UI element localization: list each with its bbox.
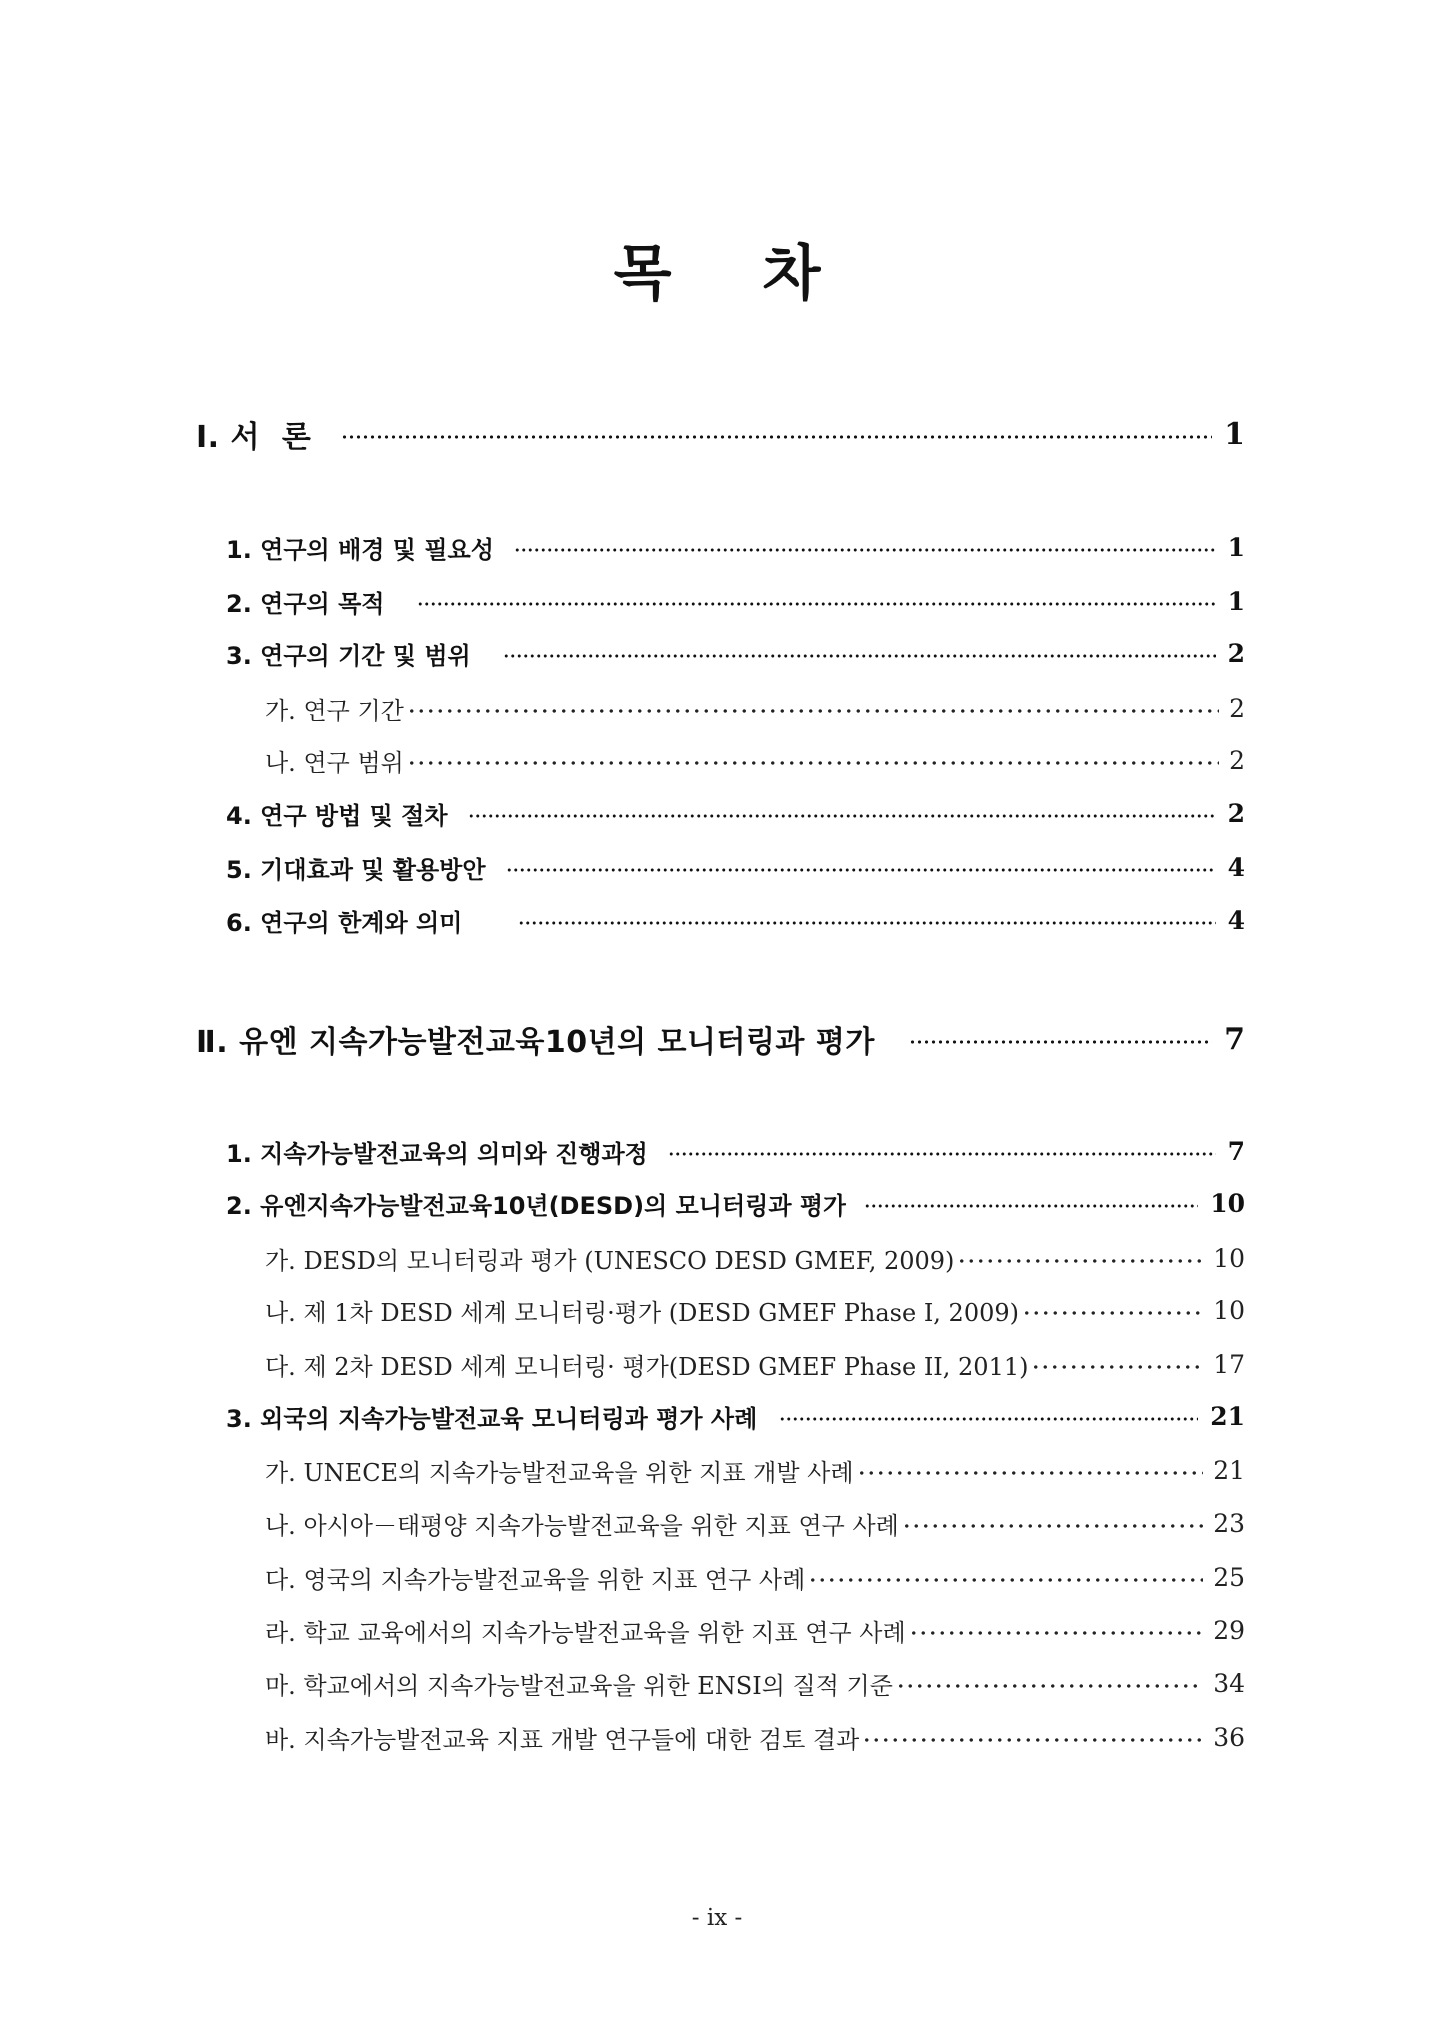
dot-leader (417, 601, 1215, 607)
toc-section-title: 2. 연구의 목적 (226, 589, 385, 618)
toc-page-number: 10 (1213, 1243, 1245, 1273)
toc-section-entry[interactable] (226, 1176, 1245, 1230)
toc-subsection-title: 바. 지속가능발전교육 지표 개발 연구들에 대한 검토 결과 (265, 1725, 860, 1754)
toc-section-title: 2. 유엔지속가능발전교육10년(DESD)의 모니터링과 평가 (226, 1191, 847, 1220)
toc-section-title: 1. 지속가능발전교육의 의미와 진행과정 (226, 1139, 648, 1168)
dot-leader (1031, 1364, 1203, 1370)
dot-leader (514, 547, 1216, 553)
toc-subsection-title: 나. 아시아－태평양 지속가능발전교육을 위한 지표 연구 사례 (265, 1511, 899, 1540)
dot-leader (957, 1258, 1203, 1264)
toc-chapter-entry[interactable] (196, 407, 1245, 461)
toc-subsection-title: 라. 학교 교육에서의 지속가능발전교육을 위한 지표 연구 사례 (265, 1618, 906, 1647)
dot-leader (518, 920, 1215, 926)
toc-page-number: 25 (1213, 1562, 1245, 1592)
toc-section-entry[interactable] (226, 626, 1245, 680)
dot-leader (668, 1151, 1216, 1157)
toc-page-number: 2 (1227, 638, 1245, 668)
toc-page-number: 7 (1224, 1021, 1245, 1057)
toc-subsection-title: 가. 연구 기간 (265, 696, 404, 725)
toc-page-number: 2 (1229, 745, 1245, 775)
dot-leader (407, 708, 1219, 714)
toc-section-title: 1. 연구의 배경 및 필요성 (226, 535, 494, 564)
toc-page-number: 36 (1213, 1722, 1245, 1752)
toc-section-entry[interactable] (226, 1124, 1245, 1178)
toc-subsection-entry[interactable] (265, 1710, 1245, 1764)
dot-leader (503, 653, 1216, 659)
toc-section-entry[interactable] (226, 574, 1245, 628)
toc-page-number: 17 (1213, 1349, 1245, 1379)
toc-section-entry[interactable] (226, 520, 1245, 574)
toc-page-number: 1 (1224, 416, 1245, 452)
toc-subsection-entry[interactable] (265, 1337, 1245, 1391)
toc-subsection-title: 다. 제 2차 DESD 세계 모니터링· 평가(DESD GMEF Phase II, 2011) (265, 1352, 1029, 1381)
toc-page-number: 34 (1213, 1668, 1245, 1698)
dot-leader (896, 1683, 1203, 1689)
toc-page-number: 2 (1227, 798, 1245, 828)
toc-subsection-title: 가. DESD의 모니터링과 평가 (UNESCO DESD GMEF, 2009) (265, 1246, 955, 1275)
dot-leader (808, 1577, 1203, 1583)
toc-page-number: 23 (1213, 1508, 1245, 1538)
dot-leader (857, 1470, 1204, 1476)
toc-chapter-entry[interactable] (196, 1012, 1245, 1066)
dot-leader (864, 1203, 1198, 1209)
dot-leader (779, 1416, 1198, 1422)
dot-leader (862, 1737, 1203, 1743)
toc-subsection-entry[interactable] (265, 681, 1245, 735)
toc-subsection-entry[interactable] (265, 1656, 1245, 1710)
toc-section-entry[interactable] (226, 786, 1245, 840)
dot-leader (506, 867, 1216, 873)
toc-page-number: 7 (1227, 1136, 1245, 1166)
toc-chapter-title: Ⅱ. 유엔 지속가능발전교육10년의 모니터링과 평가 (196, 1025, 875, 1060)
toc-page-number: 10 (1210, 1188, 1245, 1218)
toc-subsection-title: 가. UNECE의 지속가능발전교육을 위한 지표 개발 사례 (265, 1458, 854, 1487)
toc-subsection-entry[interactable] (265, 1283, 1245, 1337)
dot-leader (902, 1523, 1203, 1529)
dot-leader (468, 813, 1216, 819)
toc-subsection-entry[interactable] (265, 733, 1245, 787)
toc-section-title: 5. 기대효과 및 활용방안 (226, 855, 486, 884)
toc-page-number: 29 (1213, 1615, 1245, 1645)
toc-section-title: 4. 연구 방법 및 절차 (226, 801, 448, 830)
toc-subsection-title: 마. 학교에서의 지속가능발전교육을 위한 ENSI의 질적 기준 (265, 1671, 893, 1700)
toc-section-entry[interactable] (226, 1389, 1245, 1443)
toc-subsection-entry[interactable] (265, 1231, 1245, 1285)
page-footer-number: - ix - (691, 1905, 743, 1931)
toc-page-number: 2 (1229, 693, 1245, 723)
dot-leader (1022, 1310, 1203, 1316)
toc-page-number: 4 (1227, 852, 1245, 882)
toc-page-number: 21 (1213, 1455, 1245, 1485)
toc-page-number: 21 (1210, 1401, 1245, 1431)
toc-subsection-entry[interactable] (265, 1603, 1245, 1657)
dot-leader (909, 1630, 1204, 1636)
page-title: 목 차 (613, 239, 821, 309)
dot-leader (341, 434, 1212, 440)
toc-page-number: 4 (1227, 905, 1245, 935)
toc-page-number: 1 (1227, 532, 1245, 562)
toc-chapter-title: I. 서 론 (196, 420, 312, 455)
toc-section-title: 3. 연구의 기간 및 범위 (226, 641, 471, 670)
toc-subsection-title: 나. 제 1차 DESD 세계 모니터링·평가 (DESD GMEF Phase Ⅰ, 2009) (265, 1298, 1019, 1327)
toc-page-number: 10 (1213, 1295, 1245, 1325)
toc-section-entry[interactable] (226, 893, 1245, 947)
toc-subsection-title: 나. 연구 범위 (265, 748, 404, 777)
dot-leader (407, 760, 1219, 766)
toc-subsection-entry[interactable] (265, 1443, 1245, 1497)
toc-subsection-title: 다. 영국의 지속가능발전교육을 위한 지표 연구 사례 (265, 1565, 806, 1594)
dot-leader (909, 1039, 1212, 1045)
toc-subsection-entry[interactable] (265, 1496, 1245, 1550)
toc-section-title: 3. 외국의 지속가능발전교육 모니터링과 평가 사례 (226, 1404, 758, 1433)
toc-section-entry[interactable] (226, 840, 1245, 894)
toc-subsection-entry[interactable] (265, 1550, 1245, 1604)
toc-section-title: 6. 연구의 한계와 의미 (226, 908, 463, 937)
toc-page-number: 1 (1227, 586, 1245, 616)
